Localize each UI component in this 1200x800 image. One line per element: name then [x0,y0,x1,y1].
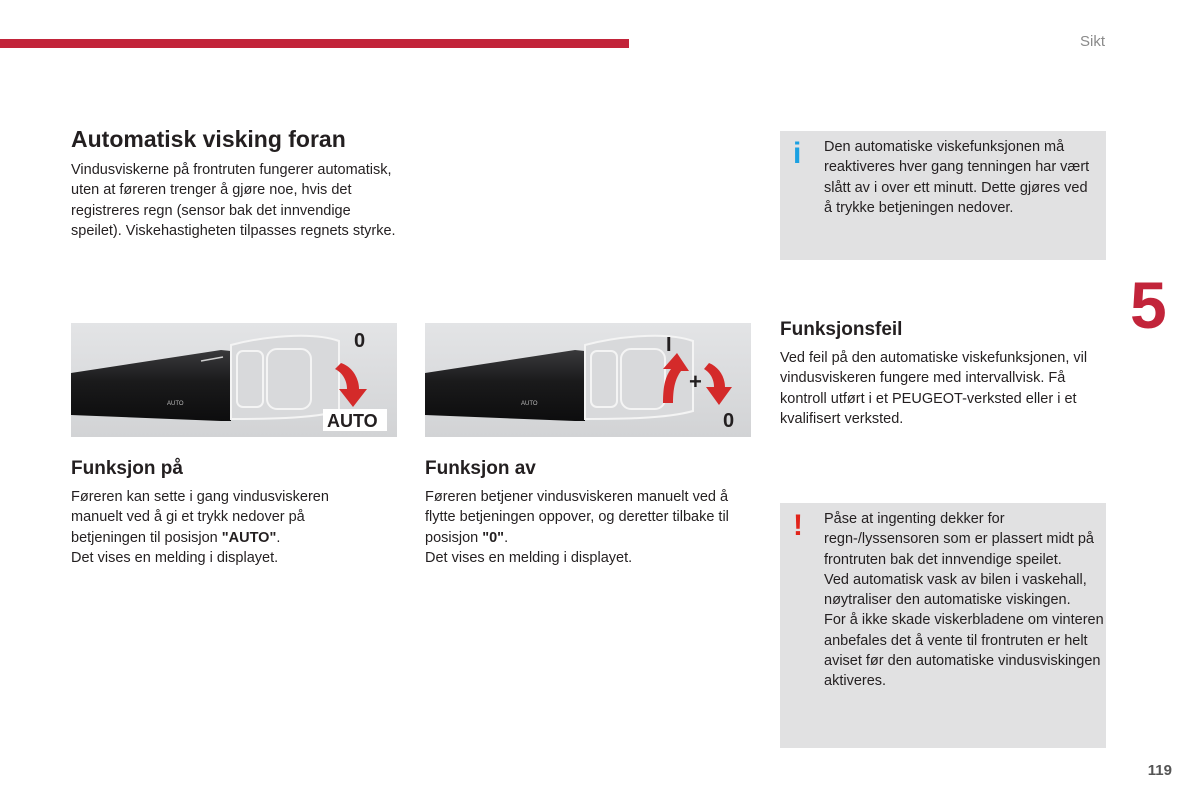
section-text-on: Føreren kan sette i gang vindusviskeren manuelt ved å gi et trykk nedover på betjeningen til posisjon "AUTO". Det vises en melding i displayet. [71,489,329,566]
section-title-on: Funksjon på [71,458,183,479]
section-title-fault: Funksjonsfeil [780,319,903,340]
warning-paragraph: Påse at ingenting dekker for regn-/lyssensoren som er plassert midt på frontruten bak det innvendige speilet. [824,511,1094,568]
page-number: 119 [1147,762,1172,779]
info-note [780,131,1106,260]
warning-paragraph: Ved automatisk vask av bilen i vaskehall, nøytraliser den automatiske viskingen. [824,571,1087,609]
plus-sign: + [689,369,702,394]
warning-note-text [824,509,1104,692]
header-accent-bar [0,39,629,48]
section-title-off: Funksjon av [425,458,536,479]
wiper-stalk-off-image [425,323,751,437]
chapter-number: 5 [1130,268,1167,342]
warning-icon: ! [793,509,803,542]
info-icon: i [793,137,802,170]
position-auto-label: AUTO [327,411,378,431]
section-name: Sikt [1079,33,1105,50]
section-text-off: Føreren betjener vindusviskeren manuelt ved å flytte betjeningen oppover, og deretter tilbake til posisjon "0". Det vises en melding i displayet. [425,489,729,566]
warning-note [780,503,1106,748]
position-zero-label: 0 [723,410,735,432]
position-one-label: I [666,334,672,356]
intro-paragraph: Vindusviskerne på frontruten fungerer automatisk, uten at føreren trenger å gjøre noe, hvis det registreres regn (sensor bak det innvendige speilet). Viskehastigheten tilpasses regnets styrke. [71,162,396,239]
stalk-label: AUTO [521,401,538,407]
info-note-text: Den automatiske viskefunksjonen må reaktiveres hver gang tenningen har vært slått av i over ett minutt. Dette gjøres ved å trykke betjeningen nedover. [824,139,1090,216]
wiper-stalk-auto-image [71,323,397,437]
arrow-down-icon [704,363,732,405]
stalk-label: AUTO [167,401,184,407]
section-text-fault: Ved feil på den automatiske viskefunksjonen, vil vindusviskeren fungere med intervallvisk. Få kontroll utført i et PEUGEOT-verksted eller i et kvalifisert verksted. [780,350,1088,427]
warning-paragraph: For å ikke skade viskerbladene om vinteren anbefales det å vente til frontruten er helt aviset før den automatiske vindusviskingen aktiveres. [824,612,1104,690]
page-title: Automatisk visking foran [71,126,346,152]
position-zero-label: 0 [354,330,366,352]
